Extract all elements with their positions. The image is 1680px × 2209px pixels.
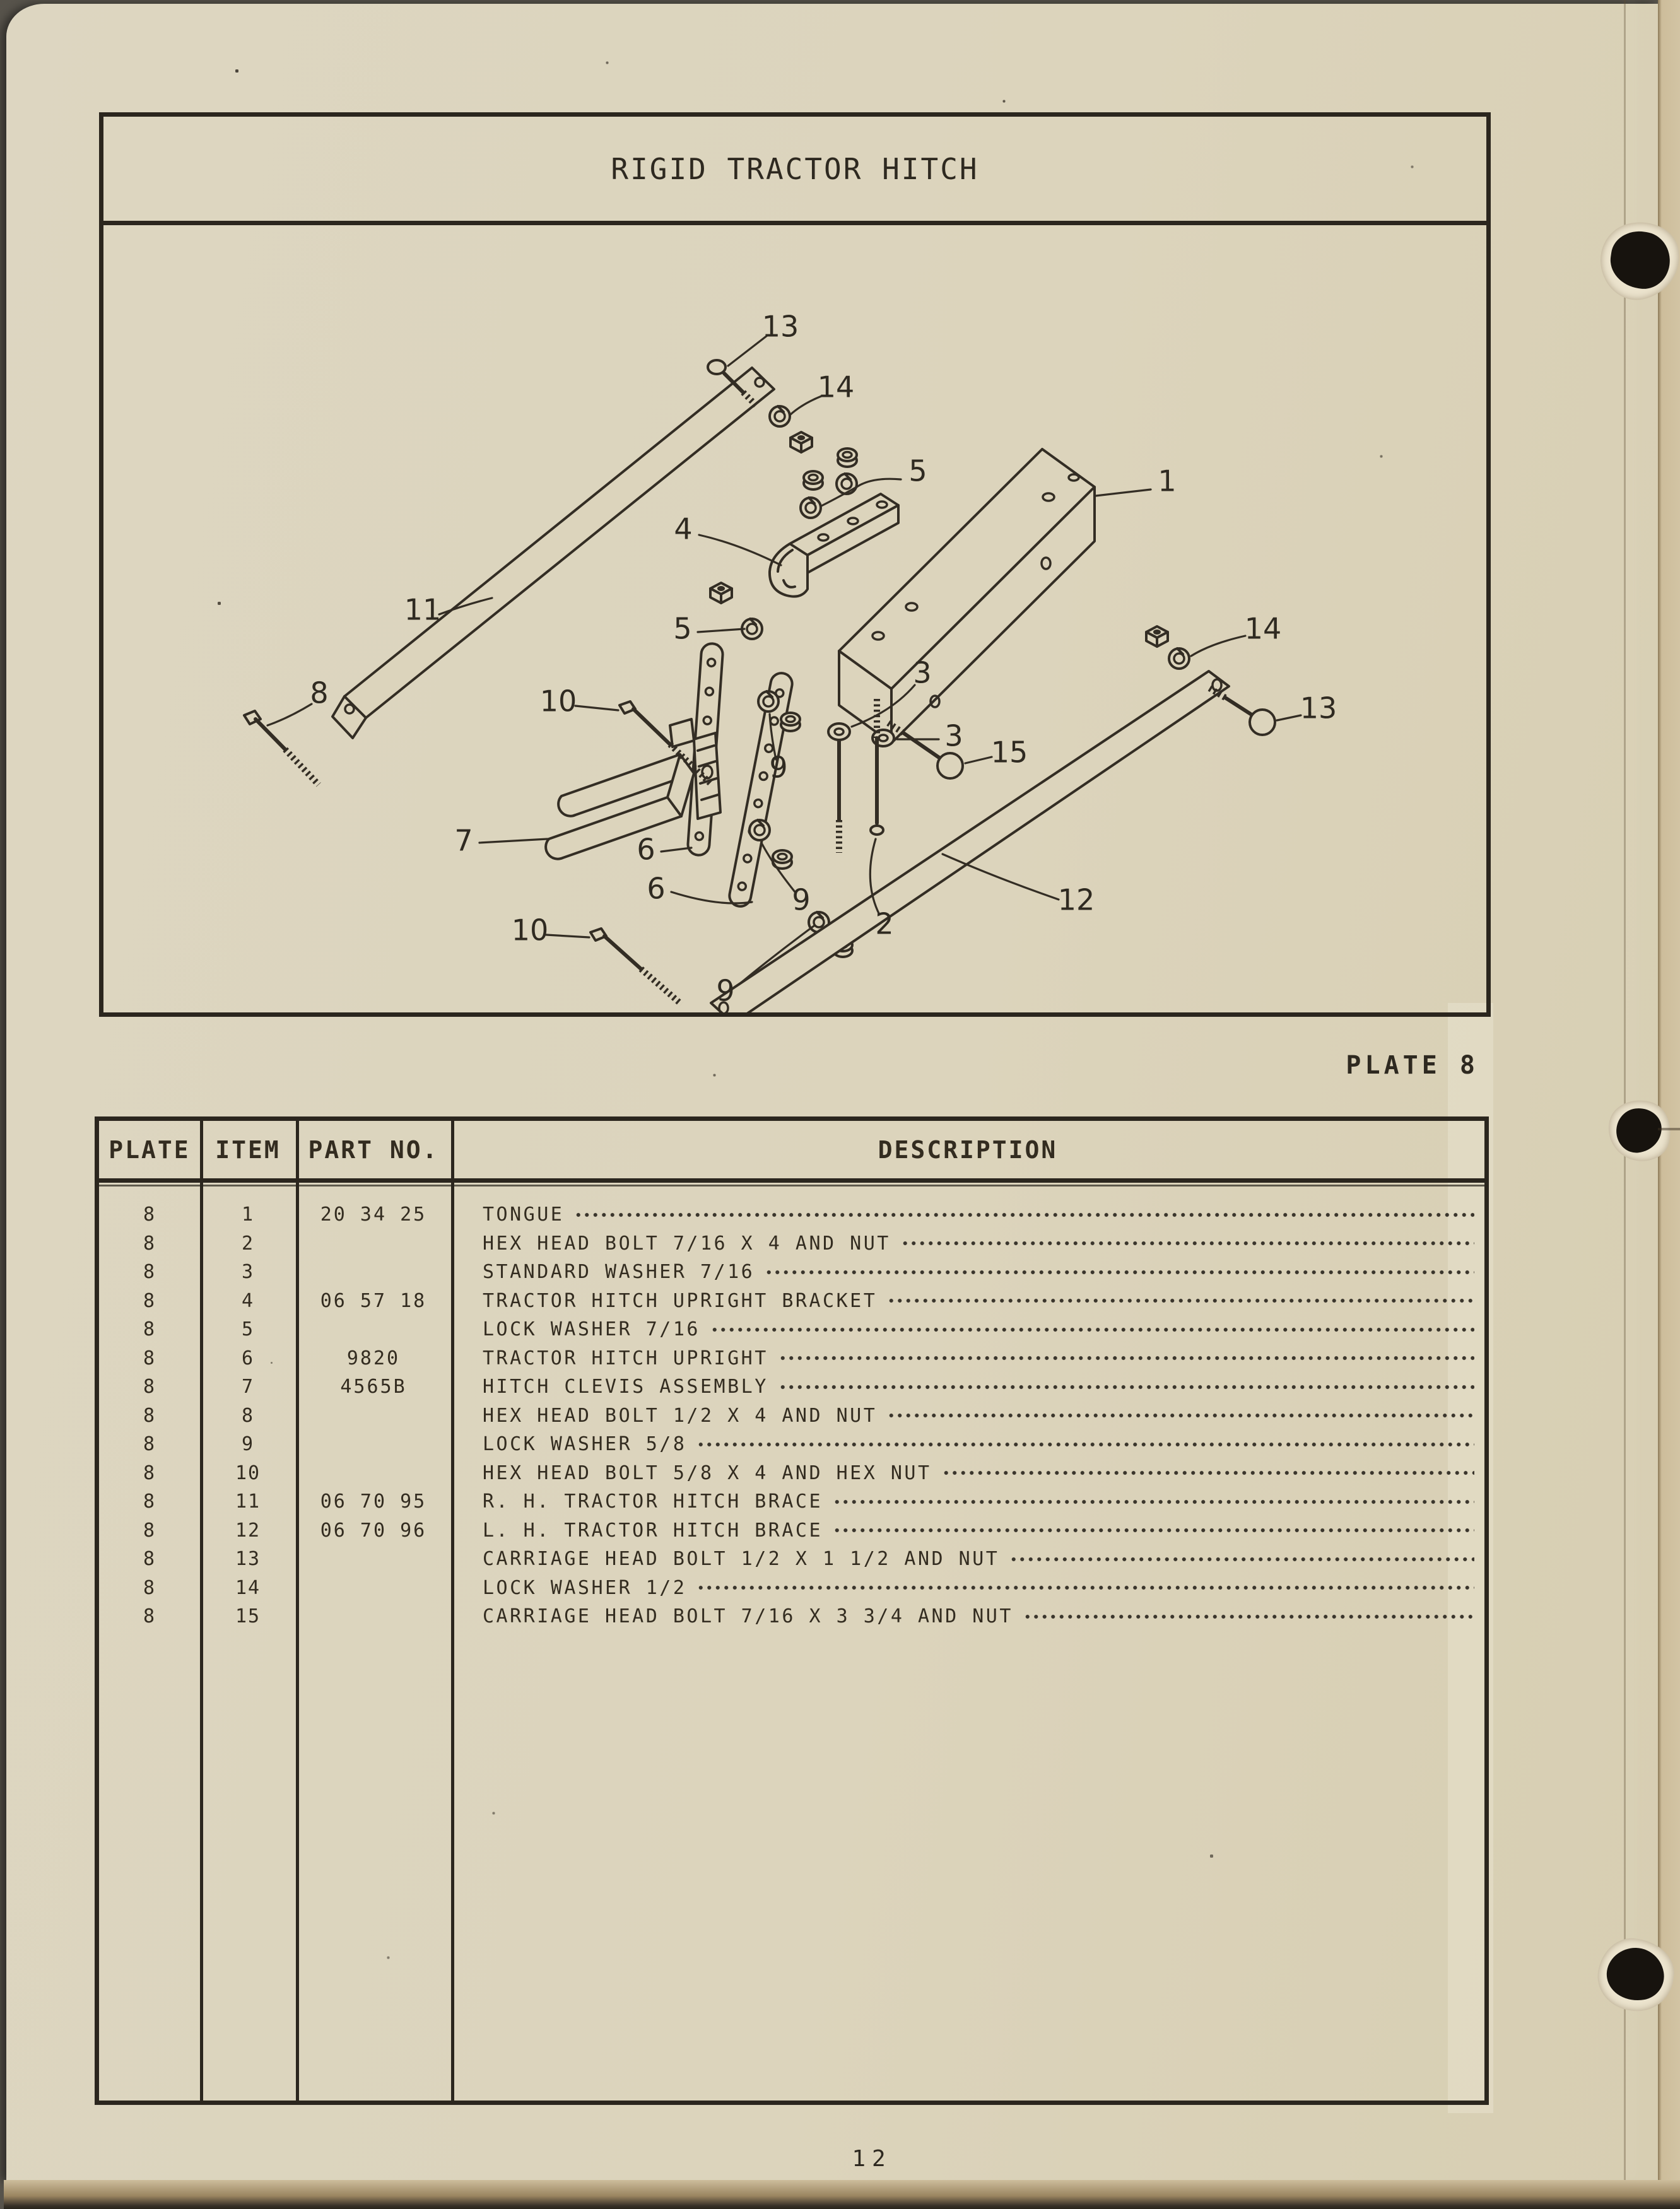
svg-text:13: 13 (761, 309, 799, 344)
lock-washer-9 (749, 820, 770, 840)
dotted-leader (765, 1269, 1474, 1275)
table-header-row (99, 1121, 1484, 1183)
dotted-leader (696, 1441, 1474, 1448)
cell-description (451, 1462, 1484, 1484)
under-page-edge (1658, 0, 1680, 2184)
cell-description (451, 1376, 1484, 1398)
svg-text:14: 14 (817, 370, 855, 404)
svg-text:12: 12 (1057, 882, 1095, 917)
cell-description (451, 1605, 1484, 1627)
cell-plate: 8 (143, 1261, 156, 1284)
cell-plate: 8 (143, 1548, 156, 1571)
parts-table (95, 1116, 1489, 2105)
figure-box (99, 112, 1491, 1017)
part-upright-bracket (770, 494, 898, 597)
header-item: ITEM (215, 1135, 281, 1164)
dotted-leader (696, 1585, 1474, 1591)
cell-item: 9 (241, 1433, 255, 1456)
description-text: HEX HEAD BOLT 5/8 X 4 AND HEX NUT (483, 1462, 932, 1484)
hex-nut (838, 448, 857, 467)
description-text: TRACTOR HITCH UPRIGHT BRACKET (483, 1289, 878, 1312)
cell-item: 4 (241, 1289, 255, 1312)
description-text: L. H. TRACTOR HITCH BRACE (483, 1519, 823, 1542)
description-text: HITCH CLEVIS ASSEMBLY (483, 1376, 768, 1398)
description-text: TONGUE (483, 1204, 565, 1226)
svg-text:5: 5 (908, 454, 927, 488)
svg-text:10: 10 (511, 913, 549, 947)
table-row (99, 1459, 1484, 1488)
cell-plate: 8 (143, 1347, 156, 1369)
cell-item: 6 (241, 1347, 255, 1369)
table-row (99, 1344, 1484, 1373)
part-bolt-8 (244, 711, 319, 785)
lock-washer-9 (758, 691, 778, 712)
description-text: CARRIAGE HEAD BOLT 7/16 X 3 3/4 AND NUT (483, 1605, 1013, 1628)
cell-plate: 8 (143, 1404, 156, 1427)
table-body (99, 1200, 1484, 1631)
svg-text:13: 13 (1300, 691, 1337, 725)
hex-nut (804, 471, 823, 489)
svg-text:6: 6 (647, 871, 666, 906)
description-text: HEX HEAD BOLT 1/2 X 4 AND NUT (483, 1404, 878, 1427)
cell-description (451, 1520, 1484, 1542)
dotted-leader (1009, 1556, 1474, 1562)
table-row (99, 1487, 1484, 1516)
cell-plate: 8 (143, 1318, 156, 1341)
cell-description (451, 1347, 1484, 1369)
description-text: STANDARD WASHER 7/16 (483, 1261, 755, 1284)
cell-description (451, 1261, 1484, 1283)
table-row (99, 1516, 1484, 1545)
cell-description (451, 1233, 1484, 1255)
cell-description (451, 1290, 1484, 1312)
exploded-diagram (103, 225, 1486, 1012)
table-row (99, 1402, 1484, 1431)
dotted-leader (778, 1355, 1474, 1361)
svg-text:8: 8 (310, 676, 329, 710)
table-row (99, 1545, 1484, 1574)
header-part-no: PART NO. (308, 1135, 439, 1164)
cell-item: 12 (235, 1519, 261, 1542)
description-text: LOCK WASHER 1/2 (483, 1576, 687, 1599)
cell-plate: 8 (143, 1204, 156, 1226)
cell-part-no: 20 34 25 (320, 1204, 427, 1226)
cell-plate: 8 (143, 1519, 156, 1542)
dotted-leader (833, 1499, 1474, 1505)
page-bottom-edge (4, 2180, 1680, 2209)
cell-description (451, 1577, 1484, 1599)
cell-description (451, 1491, 1484, 1513)
svg-text:15: 15 (990, 735, 1028, 770)
svg-text:9: 9 (792, 882, 811, 917)
cell-description (451, 1318, 1484, 1340)
cell-part-no: 4565B (340, 1376, 407, 1398)
svg-text:2: 2 (875, 906, 894, 941)
square-nut-14-top (790, 432, 812, 452)
paper-tear-slit (1658, 1128, 1680, 1130)
square-nut-5 (710, 583, 732, 603)
table-row (99, 1200, 1484, 1229)
header-plate: PLATE (109, 1135, 191, 1164)
description-text: LOCK WASHER 7/16 (483, 1318, 700, 1341)
cell-plate: 8 (143, 1576, 156, 1599)
svg-text:9: 9 (716, 973, 735, 1008)
svg-text:3: 3 (944, 718, 963, 753)
lock-washer-5 (801, 498, 821, 518)
cell-part-no: 9820 (346, 1347, 401, 1369)
svg-text:7: 7 (454, 823, 473, 858)
cell-part-no: 06 57 18 (320, 1289, 427, 1312)
svg-text:11: 11 (404, 592, 442, 627)
dotted-leader (887, 1298, 1474, 1304)
cell-item: 15 (235, 1605, 261, 1628)
cell-item: 3 (241, 1261, 255, 1284)
dotted-leader (778, 1384, 1474, 1390)
svg-text:10: 10 (539, 684, 577, 718)
table-row (99, 1258, 1484, 1287)
table-row (99, 1430, 1484, 1459)
dust-specks (0, 0, 1, 1)
cell-item: 5 (241, 1318, 255, 1341)
description-text: CARRIAGE HEAD BOLT 1/2 X 1 1/2 AND NUT (483, 1548, 1000, 1571)
description-text: LOCK WASHER 5/8 (483, 1433, 687, 1456)
table-row (99, 1373, 1484, 1402)
table-row (99, 1602, 1484, 1631)
dotted-leader (710, 1327, 1474, 1333)
cell-description (451, 1204, 1484, 1226)
svg-text:3: 3 (913, 655, 932, 690)
cell-description (451, 1433, 1484, 1455)
svg-text:6: 6 (637, 832, 655, 867)
dotted-leader (942, 1470, 1474, 1476)
figure-title-band (103, 117, 1486, 225)
svg-text:9: 9 (769, 750, 788, 785)
description-text: R. H. TRACTOR HITCH BRACE (483, 1491, 823, 1513)
cell-plate: 8 (143, 1491, 156, 1513)
cell-item: 8 (241, 1404, 255, 1427)
lock-washer-5 (837, 474, 857, 494)
page-crease (1624, 0, 1626, 2180)
svg-text:4: 4 (674, 512, 693, 546)
description-text: TRACTOR HITCH UPRIGHT (483, 1347, 768, 1369)
lock-washer-14-right (1169, 648, 1189, 669)
header-underline (99, 1185, 1484, 1187)
cell-part-no: 06 70 96 (320, 1519, 427, 1542)
dotted-leader (1023, 1614, 1474, 1620)
page-number: 12 (852, 2146, 892, 2172)
cell-item: 11 (235, 1491, 261, 1513)
table-row (99, 1315, 1484, 1344)
dotted-leader (574, 1212, 1474, 1218)
cell-plate: 8 (143, 1605, 156, 1628)
table-row (99, 1574, 1484, 1603)
part-bolt-10b (590, 929, 681, 1004)
cell-plate: 8 (143, 1376, 156, 1398)
cell-plate: 8 (143, 1433, 156, 1456)
table-row (99, 1229, 1484, 1258)
svg-text:14: 14 (1244, 611, 1282, 646)
figure-title: RIGID TRACTOR HITCH (611, 151, 979, 186)
cell-item: 13 (235, 1548, 261, 1571)
description-text: HEX HEAD BOLT 7/16 X 4 AND NUT (483, 1232, 891, 1255)
dotted-leader (887, 1412, 1474, 1419)
square-nut-14-right (1146, 626, 1168, 647)
lock-washer-14-top (770, 406, 790, 426)
cell-item: 7 (241, 1376, 255, 1398)
cell-item: 14 (235, 1576, 261, 1599)
table-row (99, 1287, 1484, 1316)
cell-item: 1 (241, 1204, 255, 1226)
cell-plate: 8 (143, 1289, 156, 1312)
dotted-leader (901, 1240, 1474, 1246)
dotted-leader (833, 1527, 1474, 1533)
washer-3 (828, 724, 850, 740)
svg-text:1: 1 (1158, 464, 1177, 498)
cell-description (451, 1405, 1484, 1427)
hex-nut-9 (781, 713, 800, 731)
svg-text:5: 5 (673, 611, 692, 646)
plate-label: PLATE 8 (1346, 1051, 1479, 1080)
cell-description (451, 1548, 1484, 1570)
cell-item: 2 (241, 1232, 255, 1255)
cell-part-no: 06 70 95 (320, 1491, 427, 1513)
header-description: DESCRIPTION (878, 1135, 1058, 1164)
cell-plate: 8 (143, 1232, 156, 1255)
cell-item: 10 (235, 1462, 261, 1484)
cell-plate: 8 (143, 1462, 156, 1484)
